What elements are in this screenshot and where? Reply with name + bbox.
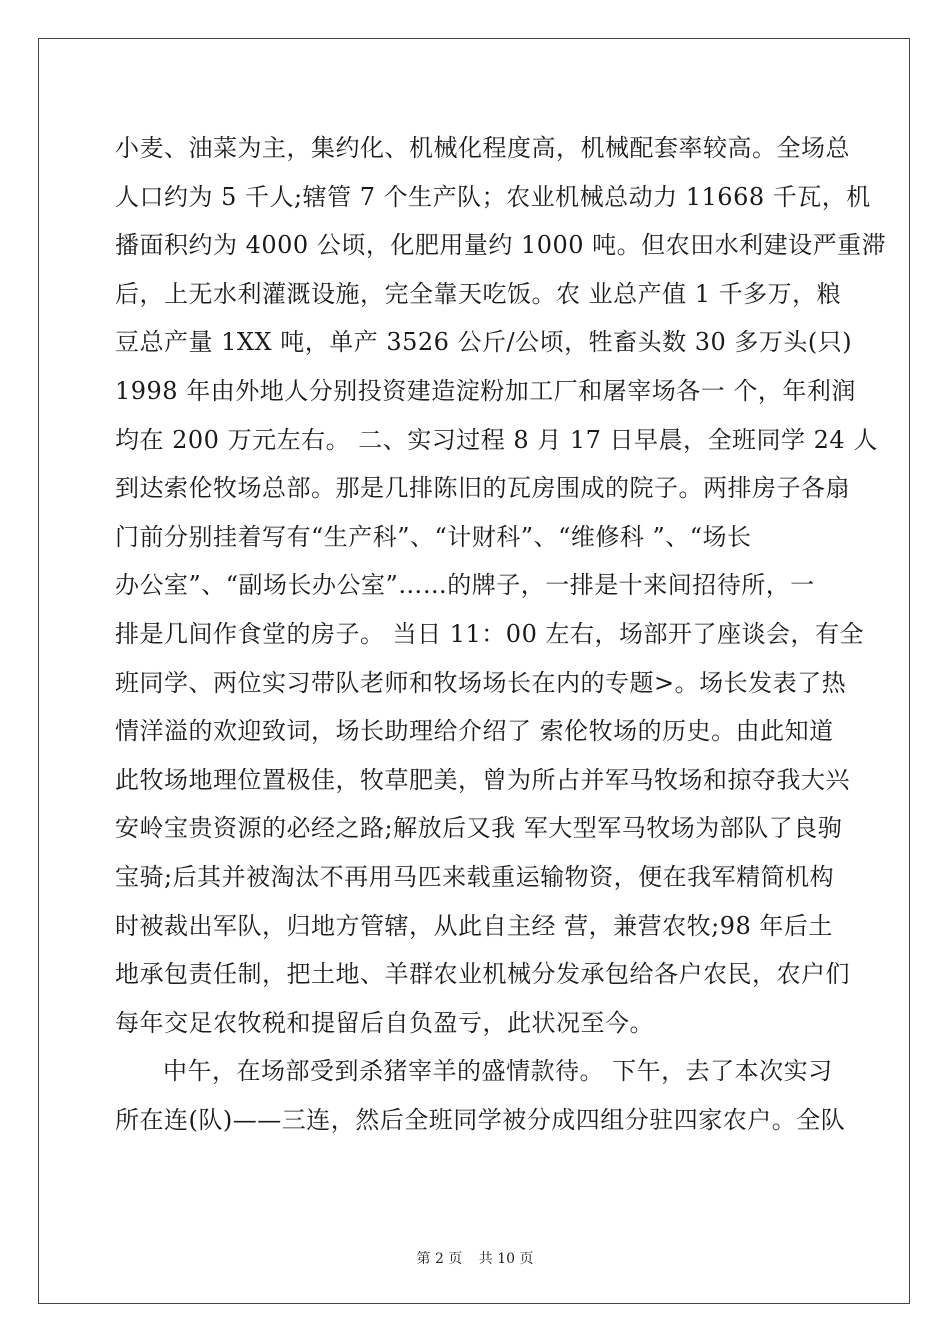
text-line: 时被裁出军队，归地方管辖，从此自主经 营，兼营农牧;98 年后土 — [115, 911, 833, 940]
text-line: 播面积约为 4000 公顷，化肥用量约 1000 吨。但农田水利建设严重滞 — [115, 231, 887, 260]
page-footer — [0, 1248, 950, 1268]
text-line: 每年交足农牧税和提留后自负盈亏，此状况至今。 — [115, 1008, 654, 1037]
text-line: 中午，在场部受到杀猪宰羊的盛情款待。 下午，去了本次实习 — [163, 1057, 833, 1086]
page-number: 第 2 页 — [416, 1251, 463, 1267]
text-line: 1998 年由外地人分别投资建造淀粉加工厂和屠宰场各一 个，年利润 — [115, 376, 856, 405]
text-line: 豆总产量 1XX 吨，单产 3526 公斤/公顷，牲畜头数 30 多万头(只) — [115, 328, 853, 357]
text-line: 安岭宝贵资源的必经之路;解放后又我 军大型军马牧场为部队了良驹 — [115, 814, 843, 843]
text-line: 情洋溢的欢迎致词，场长助理给介绍了 索伦牧场的历史。由此知道 — [115, 717, 834, 746]
text-line: 小麦、油菜为主，集约化、机械化程度高，机械配套率较高。全场总 — [115, 134, 850, 162]
document-body — [115, 124, 887, 1144]
paragraph-2 — [115, 1047, 846, 1144]
page-total: 共 10 页 — [478, 1251, 534, 1267]
text-line: 所在连(队)——三连，然后全班同学被分成四组分驻四家农户。全队 — [115, 1105, 846, 1134]
text-line: 地承包责任制，把土地、羊群农业机械分发承包给各户农民，农户们 — [115, 960, 850, 989]
text-line: 人口约为 5 千人;辖管 7 个生产队；农业机械总动力 11668 千瓦，机 — [115, 182, 871, 211]
text-line: 门前分别挂着写有“生产科”、“计财科”、“维修科 ”、“场长 — [115, 522, 752, 551]
text-line: 宝骑;后其并被淘汰不再用马匹来载重运输物资，便在我军精简机构 — [115, 862, 835, 891]
text-line: 均在 200 万元左右。 二、实习过程 8 月 17 日早晨，全班同学 24 人 — [115, 425, 878, 454]
text-line: 后，上无水利灌溉设施，完全靠天吃饭。农 业总产值 1 千多万，粮 — [115, 279, 842, 308]
text-line: 到达索伦牧场总部。那是几排陈旧的瓦房围成的院子。两排房子各扇 — [115, 474, 850, 503]
text-line: 排是几间作食堂的房子。 当日 11：00 左右，场部开了座谈会，有全 — [115, 619, 864, 648]
paragraph-1 — [115, 124, 887, 1047]
text-line: 班同学、两位实习带队老师和牧场场长在内的专题>。场长发表了热 — [115, 668, 847, 697]
text-line: 办公室”、“副场长办公室”……的牌子，一排是十来间招待所，一 — [115, 571, 815, 600]
text-line: 此牧场地理位置极佳，牧草肥美，曾为所占并军马牧场和掠夺我大兴 — [115, 765, 850, 794]
